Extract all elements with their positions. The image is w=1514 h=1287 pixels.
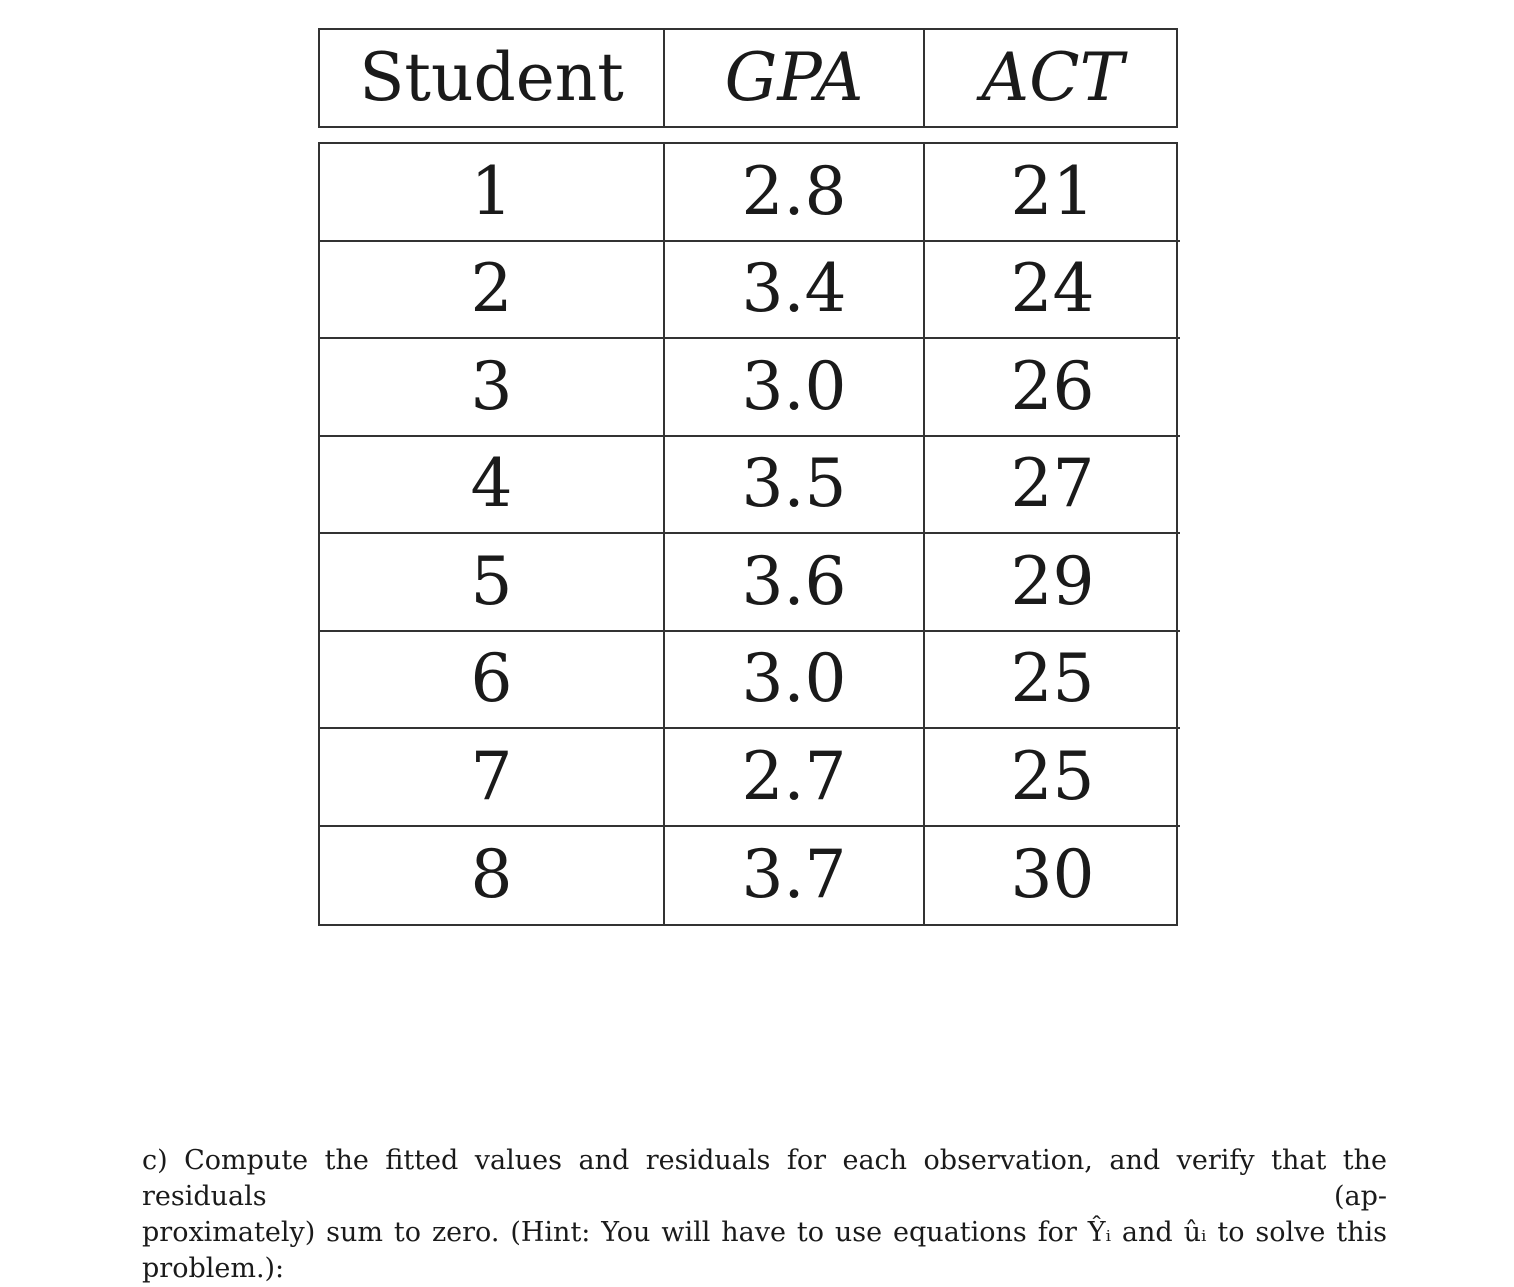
table-cell-gpa: 3.6 bbox=[663, 534, 923, 632]
table-cell-gpa: 3.5 bbox=[663, 437, 923, 535]
table-header-row bbox=[318, 28, 1178, 128]
question-line-2: proximately) sum to zero. (Hint: You will have to use equations for Ŷᵢ and ûᵢ to solve this problem.): bbox=[142, 1217, 1387, 1284]
header-act: ACT bbox=[923, 30, 1180, 126]
data-table bbox=[318, 28, 1178, 926]
table-cell-gpa: 3.0 bbox=[663, 632, 923, 730]
table-cell-act: 30 bbox=[923, 827, 1180, 925]
table-cell-student: 3 bbox=[320, 339, 663, 437]
table-body bbox=[318, 142, 1178, 926]
header-student: Student bbox=[359, 39, 624, 116]
table-cell-student: 2 bbox=[320, 242, 663, 340]
table-cell-act: 25 bbox=[923, 729, 1180, 827]
table-cell-student: 5 bbox=[320, 534, 663, 632]
header-gpa: GPA bbox=[663, 30, 923, 126]
table-cell-act: 27 bbox=[923, 437, 1180, 535]
table-cell-student: 6 bbox=[320, 632, 663, 730]
table-cell-act: 26 bbox=[923, 339, 1180, 437]
table-cell-act: 25 bbox=[923, 632, 1180, 730]
table-cell-student: 7 bbox=[320, 729, 663, 827]
table-cell-act: 24 bbox=[923, 242, 1180, 340]
table-cell-gpa: 3.0 bbox=[663, 339, 923, 437]
table-cell-student: 4 bbox=[320, 437, 663, 535]
table-cell-gpa: 3.7 bbox=[663, 827, 923, 925]
table-cell-gpa: 2.8 bbox=[663, 144, 923, 242]
table-cell-act: 29 bbox=[923, 534, 1180, 632]
table-cell-act: 21 bbox=[923, 144, 1180, 242]
table-cell-gpa: 3.4 bbox=[663, 242, 923, 340]
table-cell-gpa: 2.7 bbox=[663, 729, 923, 827]
question-line-1: c) Compute the fitted values and residuals for each observation, and verify that the residuals (ap- bbox=[142, 1145, 1387, 1212]
question-text bbox=[142, 1143, 1387, 1287]
table-cell-student: 8 bbox=[470, 836, 513, 914]
table-cell-student: 1 bbox=[320, 144, 663, 242]
